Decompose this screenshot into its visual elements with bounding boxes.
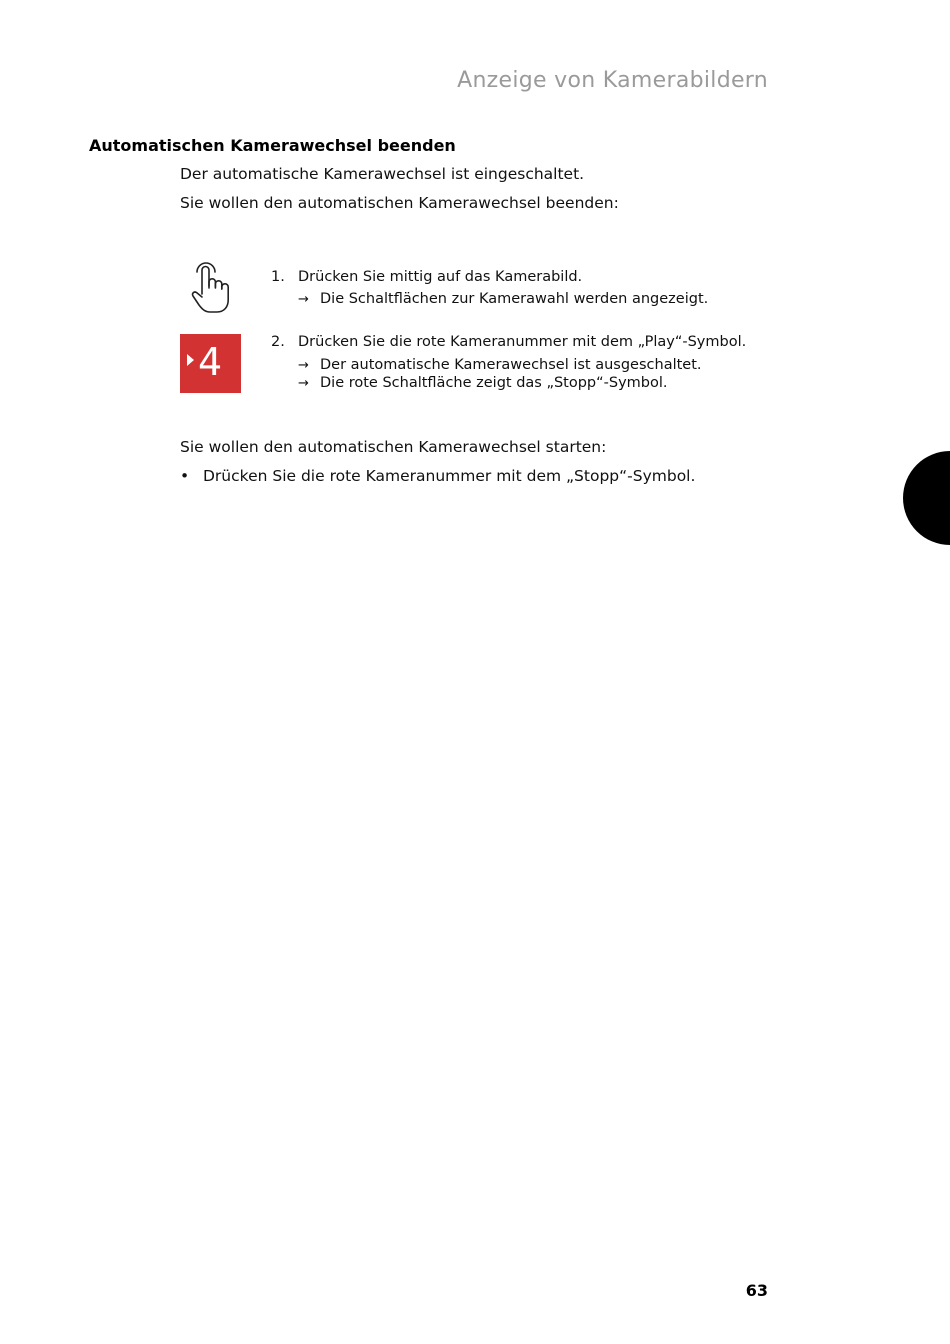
step-text: Drücken Sie mittig auf das Kamerabild. xyxy=(298,269,583,285)
step-2-result-1 xyxy=(298,357,702,373)
step-2-result-2 xyxy=(298,375,668,391)
chapter-side-tab xyxy=(903,451,950,545)
arrow-icon: → xyxy=(298,358,309,373)
step-2 xyxy=(271,334,746,350)
camera-play-button-icon xyxy=(180,334,241,393)
step-text: Drücken Sie die rote Kameranummer mit dem „Play“-Symbol. xyxy=(298,334,747,350)
bullet-item xyxy=(180,467,695,485)
result-text: Die Schaltflächen zur Kamerawahl werden angezeigt. xyxy=(320,291,709,307)
step-number: 2. xyxy=(271,334,285,350)
start-intro-text: Sie wollen den automatischen Kamerawechsel starten: xyxy=(180,438,607,456)
bullet-icon: • xyxy=(180,467,190,485)
result-text: Der automatische Kamerawechsel ist ausgeschaltet. xyxy=(320,357,702,373)
page-header-title: Anzeige von Kamerabildern xyxy=(457,68,768,93)
result-text: Die rote Schaltfläche zeigt das „Stopp“-Symbol. xyxy=(320,375,668,391)
page-number: 63 xyxy=(745,1281,768,1300)
arrow-icon: → xyxy=(298,292,309,307)
play-triangle-icon xyxy=(187,354,194,366)
hand-tap-icon xyxy=(188,260,236,316)
bullet-text: Drücken Sie die rote Kameranummer mit dem „Stopp“-Symbol. xyxy=(203,467,696,485)
step-number: 1. xyxy=(271,269,285,285)
arrow-icon: → xyxy=(298,376,309,391)
camera-number: 4 xyxy=(198,340,223,384)
intro-text-2: Sie wollen den automatischen Kamerawechsel beenden: xyxy=(180,194,619,212)
section-title: Automatischen Kamerawechsel beenden xyxy=(89,136,456,155)
step-1-result xyxy=(298,291,708,307)
intro-text-1: Der automatische Kamerawechsel ist eingeschaltet. xyxy=(180,165,585,183)
step-1 xyxy=(271,269,582,285)
